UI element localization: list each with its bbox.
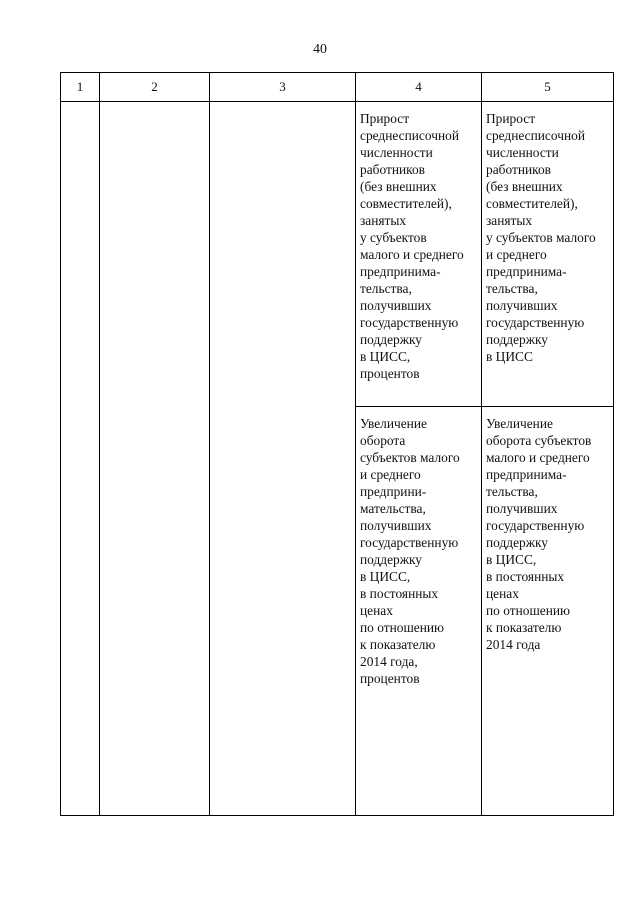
column-header-4: 4 xyxy=(356,73,482,102)
text-line: в постоянных xyxy=(360,586,439,601)
column-header-5: 5 xyxy=(482,73,614,102)
text-line: в ЦИСС, xyxy=(360,569,411,584)
text-line: получивших xyxy=(360,518,432,533)
indicator-text xyxy=(356,102,481,382)
text-line: государственную xyxy=(360,315,459,330)
text-line: ценах xyxy=(486,586,519,601)
text-line: мательства, xyxy=(360,501,426,516)
text-line: предпринима- xyxy=(486,467,567,482)
text-line: получивших xyxy=(486,298,558,313)
text-line: Прирост xyxy=(360,111,410,126)
text-line: получивших xyxy=(486,501,558,516)
text-line: малого и среднего xyxy=(360,247,464,262)
text-line: в постоянных xyxy=(486,569,565,584)
text-line: занятых xyxy=(360,213,407,228)
text-line: по отношению xyxy=(486,603,571,618)
text-line: Увеличение xyxy=(360,416,427,431)
text-line: Увеличение xyxy=(486,416,553,431)
text-line: тельства, xyxy=(360,281,412,296)
text-line: государственную xyxy=(360,535,459,550)
text-line: среднесписочной xyxy=(486,128,585,143)
text-line: предприни- xyxy=(360,484,427,499)
indicator-cell-col5 xyxy=(482,102,614,407)
text-line: малого и среднего xyxy=(486,450,590,465)
text-line: (без внешних xyxy=(486,179,563,194)
text-line: предпринима- xyxy=(360,264,441,279)
page-number: 40 xyxy=(313,42,327,57)
text-line: оборота xyxy=(360,433,406,448)
text-line: к показателю xyxy=(486,620,562,635)
text-line: работников xyxy=(360,162,425,177)
text-line: 2014 года xyxy=(486,637,541,652)
table-row xyxy=(61,102,614,407)
column-2-cell xyxy=(100,102,210,816)
text-line: совместителей), xyxy=(360,196,452,211)
text-line: предпринима- xyxy=(486,264,567,279)
text-line: 2014 года, xyxy=(360,654,418,669)
column-1-cell xyxy=(61,102,100,816)
text-line: Прирост xyxy=(486,111,536,126)
text-line: ценах xyxy=(360,603,393,618)
text-line: поддержку xyxy=(486,535,549,550)
text-line: тельства, xyxy=(486,484,538,499)
indicator-text xyxy=(482,102,613,365)
text-line: по отношению xyxy=(360,620,445,635)
text-line: процентов xyxy=(360,671,420,686)
indicator-text xyxy=(356,407,481,687)
column-header-1: 1 xyxy=(61,73,100,102)
text-line: поддержку xyxy=(486,332,549,347)
column-3-cell xyxy=(210,102,356,816)
text-line: процентов xyxy=(360,366,420,381)
text-line: получивших xyxy=(360,298,432,313)
text-line: оборота субъектов xyxy=(486,433,592,448)
text-line: государственную xyxy=(486,315,585,330)
text-line: к показателю xyxy=(360,637,436,652)
table-header-row xyxy=(61,73,614,102)
indicator-cell-col4 xyxy=(356,102,482,407)
indicator-text xyxy=(482,407,613,653)
text-line: численности xyxy=(486,145,559,160)
text-line: среднесписочной xyxy=(360,128,459,143)
text-line: численности xyxy=(360,145,433,160)
text-line: поддержку xyxy=(360,332,423,347)
text-line: поддержку xyxy=(360,552,423,567)
text-line: в ЦИСС, xyxy=(360,349,411,364)
text-line: и среднего xyxy=(360,467,421,482)
text-line: занятых xyxy=(486,213,533,228)
indicator-cell-col5 xyxy=(482,407,614,816)
text-line: и среднего xyxy=(486,247,547,262)
text-line: в ЦИСС xyxy=(486,349,533,364)
text-line: у субъектов малого xyxy=(486,230,596,245)
text-line: тельства, xyxy=(486,281,538,296)
text-line: совместителей), xyxy=(486,196,578,211)
text-line: государственную xyxy=(486,518,585,533)
column-header-3: 3 xyxy=(210,73,356,102)
document-table xyxy=(60,72,614,816)
text-line: в ЦИСС, xyxy=(486,552,537,567)
indicator-cell-col4 xyxy=(356,407,482,816)
text-line: у субъектов xyxy=(360,230,427,245)
text-line: работников xyxy=(486,162,551,177)
text-line: субъектов малого xyxy=(360,450,460,465)
column-header-2: 2 xyxy=(100,73,210,102)
text-line: (без внешних xyxy=(360,179,437,194)
